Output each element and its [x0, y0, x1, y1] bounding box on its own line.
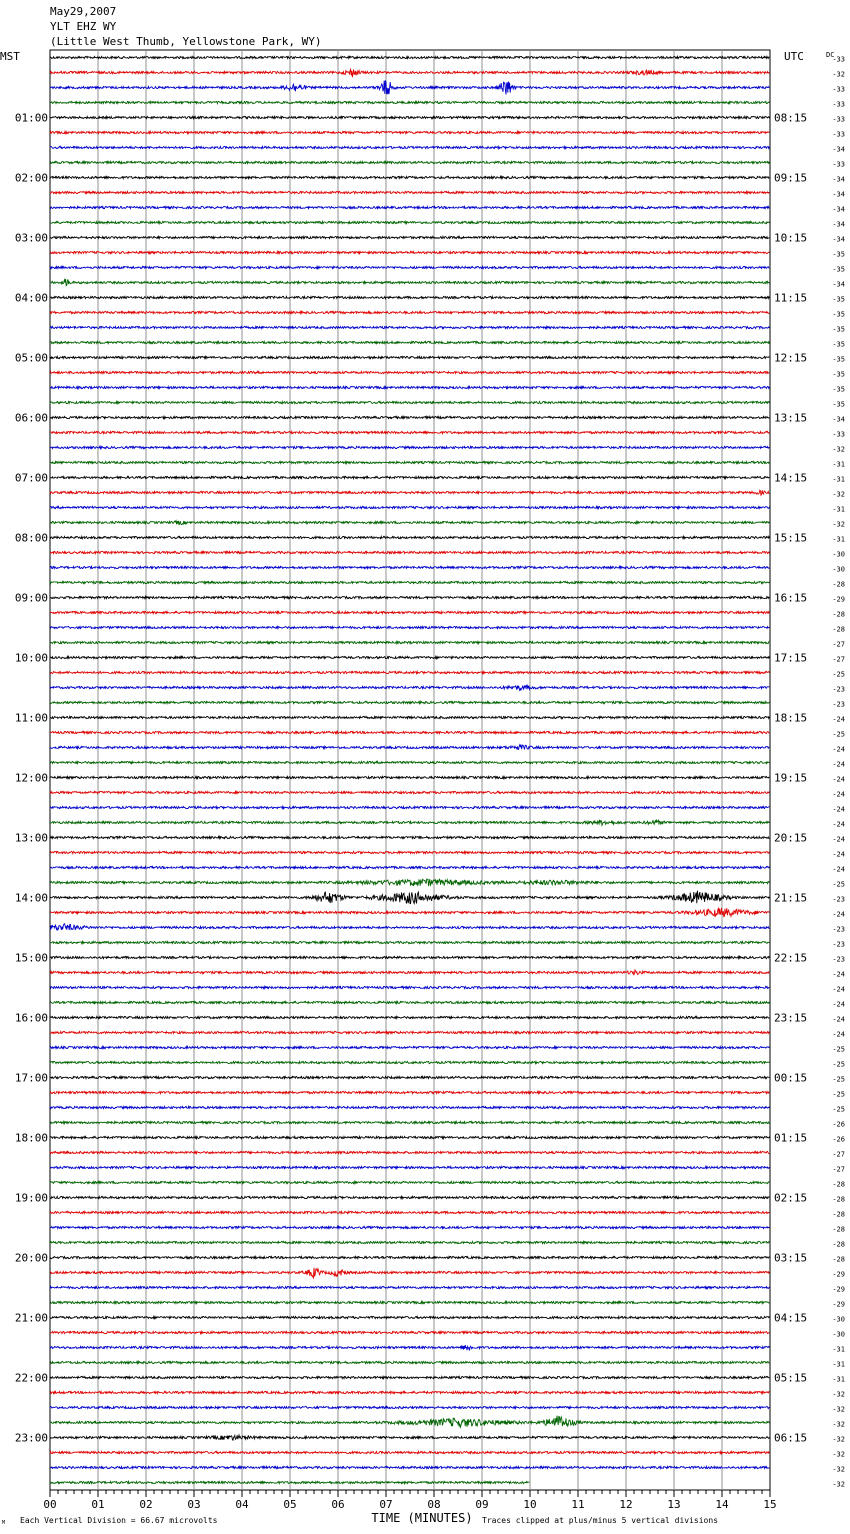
- dc-offset-label: -28: [832, 1240, 845, 1249]
- left-hour-label: 21:00: [14, 1311, 48, 1325]
- seismic-trace: [50, 401, 769, 403]
- seismic-trace: [50, 251, 769, 253]
- dc-offset-label: -32: [832, 1390, 845, 1399]
- dc-offset-label: -25: [832, 880, 845, 889]
- left-hour-label: 13:00: [14, 831, 48, 845]
- seismic-trace: [50, 56, 769, 58]
- seismic-trace: [50, 266, 769, 268]
- x-tick-label: 14: [715, 1498, 729, 1511]
- seismic-trace: [50, 776, 769, 778]
- seismic-trace: [50, 386, 769, 388]
- seismic-trace: [50, 761, 769, 763]
- seismic-trace: [50, 1151, 769, 1153]
- right-hour-label: 14:15: [774, 471, 808, 485]
- dc-offset-label: -34: [832, 220, 845, 229]
- dc-offset-label: -35: [832, 370, 845, 379]
- dc-offset-label: -24: [832, 790, 845, 799]
- dc-offset-label: -30: [832, 1330, 845, 1339]
- x-tick-label: 01: [91, 1498, 105, 1511]
- right-hour-label: 12:15: [774, 351, 808, 365]
- seismic-trace: [50, 956, 769, 958]
- dc-offset-label: -32: [832, 490, 845, 499]
- right-hour-label: 22:15: [774, 951, 808, 965]
- dc-offset-label: -27: [832, 655, 845, 664]
- dc-offset-label: -24: [832, 805, 845, 814]
- dc-offset-label: -33: [832, 100, 845, 109]
- x-tick-label: 00: [43, 1498, 57, 1511]
- dc-offset-label: -24: [832, 910, 845, 919]
- seismic-trace: [50, 521, 769, 525]
- seismic-trace: [50, 356, 769, 358]
- x-tick-label: 15: [763, 1498, 777, 1511]
- dc-offset-label: -24: [832, 760, 845, 769]
- right-hour-label: 03:15: [774, 1251, 808, 1265]
- left-hour-label: 07:00: [14, 471, 48, 485]
- left-hour-label: 12:00: [14, 771, 48, 785]
- dc-offset-label: -28: [832, 1255, 845, 1264]
- dc-offset-label: -28: [832, 1195, 845, 1204]
- seismic-trace: [50, 1466, 769, 1468]
- seismic-trace: [50, 1166, 769, 1168]
- seismic-trace: [50, 1196, 769, 1198]
- right-hour-label: 11:15: [774, 291, 808, 305]
- left-hour-label: 15:00: [14, 951, 48, 965]
- dc-offset-label: -35: [832, 265, 845, 274]
- seismic-trace: [50, 1106, 769, 1108]
- seismic-trace: [50, 626, 769, 628]
- dc-offset-label: -24: [832, 1030, 845, 1039]
- seismic-trace: [50, 806, 769, 808]
- seismic-trace: [50, 1016, 769, 1018]
- seismic-trace: [50, 1391, 769, 1393]
- seismic-trace: [50, 1376, 769, 1378]
- dc-offset-label: -25: [832, 1090, 845, 1099]
- dc-offset-label: -31: [832, 1375, 845, 1384]
- seismic-trace: [50, 716, 769, 718]
- dc-offset-label: -28: [832, 1180, 845, 1189]
- left-hour-label: 01:00: [14, 111, 48, 125]
- dc-offset-label: -25: [832, 1060, 845, 1069]
- seismic-trace: [50, 131, 769, 133]
- dc-offset-label: -24: [832, 745, 845, 754]
- left-hour-label: 17:00: [14, 1071, 48, 1085]
- dc-offset-label: -34: [832, 190, 845, 199]
- x-tick-label: 11: [571, 1498, 585, 1511]
- seismic-trace: [50, 891, 769, 904]
- seismic-trace: [50, 970, 769, 975]
- dc-offset-label: -30: [832, 1315, 845, 1324]
- seismic-trace: [50, 1136, 769, 1138]
- right-hour-label: 04:15: [774, 1311, 808, 1325]
- dc-offset-label: -32: [832, 70, 845, 79]
- seismic-trace: [50, 836, 769, 838]
- x-axis-label: TIME (MINUTES): [371, 1511, 473, 1525]
- left-hour-label: 05:00: [14, 351, 48, 365]
- dc-offset-label: -26: [832, 1120, 845, 1129]
- seismic-trace: [50, 671, 769, 673]
- dc-offset-label: -30: [832, 550, 845, 559]
- clip-note: Traces clipped at plus/minus 5 vertical divisions: [482, 1516, 719, 1525]
- dc-offset-label: -32: [832, 1465, 845, 1474]
- seismic-trace: [50, 476, 769, 478]
- dc-offset-label: -32: [832, 1435, 845, 1444]
- dc-offset-label: -29: [832, 595, 845, 604]
- seismic-trace: [50, 161, 769, 163]
- x-tick-label: 02: [139, 1498, 153, 1511]
- dc-offset-label: -29: [832, 1270, 845, 1279]
- seismic-trace: [50, 908, 769, 917]
- seismic-trace: [50, 296, 769, 298]
- seismic-trace: [50, 566, 769, 568]
- seismic-trace: [50, 1046, 769, 1048]
- dc-offset-label: -26: [832, 1135, 845, 1144]
- dc-offset-label: -31: [832, 475, 845, 484]
- seismic-trace: [50, 1316, 769, 1318]
- seismic-trace: [50, 101, 769, 103]
- dc-offset-label: -33: [832, 160, 845, 169]
- seismic-trace: [50, 701, 769, 703]
- dc-offset-label: -33: [832, 55, 845, 64]
- dc-offset-label: -35: [832, 250, 845, 259]
- seismic-trace: [50, 1181, 769, 1183]
- right-hour-label: 15:15: [774, 531, 808, 545]
- seismic-trace: [50, 1241, 769, 1243]
- right-hour-label: 00:15: [774, 1071, 808, 1085]
- dc-offset-label: -24: [832, 835, 845, 844]
- dc-offset-label: -24: [832, 970, 845, 979]
- left-hour-label: 16:00: [14, 1011, 48, 1025]
- left-hour-label: 08:00: [14, 531, 48, 545]
- dc-offset-label: -30: [832, 565, 845, 574]
- dc-offset-label: -33: [832, 430, 845, 439]
- seismic-trace: [50, 191, 769, 193]
- seismic-trace: [50, 81, 769, 95]
- seismic-trace: [50, 656, 769, 658]
- corner-mark: M: [2, 1520, 6, 1526]
- dc-offset-label: -31: [832, 535, 845, 544]
- seismic-trace: [50, 685, 769, 690]
- left-hour-label: 23:00: [14, 1431, 48, 1445]
- dc-offset-label: -25: [832, 1075, 845, 1084]
- header-location: (Little West Thumb, Yellowstone Park, WY): [50, 35, 322, 48]
- right-hour-label: 05:15: [774, 1371, 808, 1385]
- seismic-trace: [50, 1345, 769, 1351]
- seismic-trace: [50, 1301, 769, 1303]
- dc-offset-label: -35: [832, 295, 845, 304]
- seismic-trace: [50, 490, 769, 495]
- seismic-trace: [50, 1226, 769, 1228]
- seismic-trace: [50, 1091, 769, 1093]
- dc-offset-label: -25: [832, 730, 845, 739]
- dc-offset-label: -32: [832, 1405, 845, 1414]
- seismic-trace: [50, 146, 769, 148]
- left-hour-label: 10:00: [14, 651, 48, 665]
- dc-offset-label: -33: [832, 130, 845, 139]
- dc-offset-label: -34: [832, 145, 845, 154]
- seismic-trace: [50, 236, 769, 238]
- right-hour-label: 23:15: [774, 1011, 808, 1025]
- seismic-trace: [50, 446, 769, 448]
- right-hour-label: 01:15: [774, 1131, 808, 1145]
- seismic-trace: [50, 116, 769, 118]
- dc-offset-label: -33: [832, 85, 845, 94]
- header-station: YLT EHZ WY: [50, 20, 117, 33]
- dc-offset-label: -35: [832, 310, 845, 319]
- dc-offset-label: -27: [832, 1165, 845, 1174]
- dc-offset-label: -31: [832, 1360, 845, 1369]
- left-hour-label: 22:00: [14, 1371, 48, 1385]
- right-hour-label: 21:15: [774, 891, 808, 905]
- dc-offset-label: -34: [832, 205, 845, 214]
- dc-offset-label: -23: [832, 940, 845, 949]
- seismic-trace: [50, 1406, 769, 1408]
- dc-offset-label: -24: [832, 850, 845, 859]
- seismic-trace: [50, 221, 769, 223]
- right-hour-label: 17:15: [774, 651, 808, 665]
- dc-offset-label: -34: [832, 235, 845, 244]
- dc-offset-label: -32: [832, 1420, 845, 1429]
- seismic-trace: [50, 311, 769, 313]
- seismic-trace: [50, 1361, 769, 1363]
- seismic-trace: [50, 1001, 769, 1003]
- x-tick-label: 07: [379, 1498, 393, 1511]
- seismic-trace: [50, 1451, 769, 1453]
- right-axis-title: UTC: [784, 50, 804, 63]
- x-tick-label: 05: [283, 1498, 297, 1511]
- seismic-trace: [50, 1061, 769, 1063]
- right-hour-label: 13:15: [774, 411, 808, 425]
- right-hour-label: 10:15: [774, 231, 808, 245]
- dc-offset-label: -29: [832, 1285, 845, 1294]
- left-hour-label: 06:00: [14, 411, 48, 425]
- dc-title: DC: [826, 51, 835, 59]
- dc-offset-label: -24: [832, 775, 845, 784]
- seismic-trace: [50, 641, 769, 643]
- x-tick-label: 04: [235, 1498, 249, 1511]
- seismic-trace: [50, 820, 769, 825]
- dc-offset-label: -24: [832, 1000, 845, 1009]
- dc-offset-label: -23: [832, 925, 845, 934]
- dc-offset-label: -27: [832, 640, 845, 649]
- right-hour-label: 18:15: [774, 711, 808, 725]
- left-hour-label: 14:00: [14, 891, 48, 905]
- seismic-trace: [50, 371, 769, 373]
- dc-offset-label: -32: [832, 445, 845, 454]
- seismic-trace: [50, 924, 769, 930]
- dc-offset-label: -33: [832, 115, 845, 124]
- dc-offset-label: -23: [832, 955, 845, 964]
- right-hour-label: 08:15: [774, 111, 808, 125]
- dc-offset-label: -32: [832, 1450, 845, 1459]
- seismic-trace: [50, 1435, 769, 1440]
- seismic-trace: [50, 596, 769, 598]
- dc-offset-label: -23: [832, 895, 845, 904]
- right-hour-label: 19:15: [774, 771, 808, 785]
- left-hour-label: 04:00: [14, 291, 48, 305]
- seismic-trace: [50, 1286, 769, 1288]
- dc-offset-label: -28: [832, 580, 845, 589]
- seismic-trace: [50, 176, 769, 178]
- seismic-trace: [50, 791, 769, 793]
- seismic-trace: [50, 1256, 769, 1258]
- dc-offset-label: -28: [832, 625, 845, 634]
- seismic-trace: [50, 581, 769, 583]
- header-date: May29,2007: [50, 5, 117, 18]
- seismic-trace: [50, 745, 769, 750]
- dc-offset-label: -27: [832, 1150, 845, 1159]
- seismic-trace: [50, 879, 769, 886]
- seismic-trace: [50, 851, 769, 853]
- x-tick-label: 13: [667, 1498, 681, 1511]
- x-tick-label: 10: [523, 1498, 537, 1511]
- left-axis-title: MST: [0, 50, 20, 63]
- left-hour-label: 09:00: [14, 591, 48, 605]
- seismic-trace: [50, 1031, 769, 1033]
- seismic-trace: [50, 1211, 769, 1213]
- left-hour-label: 03:00: [14, 231, 48, 245]
- dc-offset-label: -23: [832, 685, 845, 694]
- x-tick-label: 08: [427, 1498, 441, 1511]
- seismic-trace: [50, 206, 769, 208]
- dc-offset-label: -31: [832, 460, 845, 469]
- right-hour-label: 06:15: [774, 1431, 808, 1445]
- seismic-trace: [50, 941, 769, 943]
- dc-offset-label: -32: [832, 1480, 845, 1489]
- dc-offset-label: -28: [832, 1225, 845, 1234]
- left-hour-label: 19:00: [14, 1191, 48, 1205]
- x-tick-label: 12: [619, 1498, 633, 1511]
- dc-offset-label: -34: [832, 175, 845, 184]
- left-hour-label: 02:00: [14, 171, 48, 185]
- seismic-trace: [50, 1268, 769, 1278]
- seismic-trace: [50, 416, 769, 418]
- dc-offset-label: -32: [832, 520, 845, 529]
- seismic-trace: [50, 611, 769, 613]
- dc-offset-label: -35: [832, 325, 845, 334]
- seismic-trace: [50, 536, 769, 538]
- seismic-trace: [50, 461, 769, 463]
- seismic-trace: [50, 69, 769, 77]
- dc-offset-label: -35: [832, 400, 845, 409]
- left-hour-label: 11:00: [14, 711, 48, 725]
- dc-offset-label: -29: [832, 1300, 845, 1309]
- seismic-trace: [50, 866, 769, 868]
- right-hour-label: 20:15: [774, 831, 808, 845]
- right-hour-label: 02:15: [774, 1191, 808, 1205]
- dc-offset-label: -24: [832, 1015, 845, 1024]
- seismic-trace: [50, 431, 769, 433]
- dc-offset-label: -25: [832, 1045, 845, 1054]
- dc-offset-label: -28: [832, 610, 845, 619]
- x-tick-label: 03: [187, 1498, 201, 1511]
- dc-offset-label: -35: [832, 340, 845, 349]
- right-hour-label: 09:15: [774, 171, 808, 185]
- dc-offset-label: -25: [832, 1105, 845, 1114]
- left-hour-label: 18:00: [14, 1131, 48, 1145]
- dc-offset-label: -35: [832, 385, 845, 394]
- seismic-trace: [50, 1331, 769, 1333]
- dc-offset-label: -24: [832, 820, 845, 829]
- seismic-trace: [50, 1416, 769, 1428]
- seismic-trace: [50, 551, 769, 553]
- dc-offset-label: -35: [832, 355, 845, 364]
- x-tick-label: 09: [475, 1498, 489, 1511]
- seismic-trace: [50, 326, 769, 328]
- left-hour-label: 20:00: [14, 1251, 48, 1265]
- x-tick-label: 06: [331, 1498, 345, 1511]
- dc-offset-label: -28: [832, 1210, 845, 1219]
- dc-offset-label: -24: [832, 865, 845, 874]
- dc-offset-label: -31: [832, 1345, 845, 1354]
- right-hour-label: 16:15: [774, 591, 808, 605]
- seismic-trace: [50, 986, 769, 988]
- scale-note: Each Vertical Division = 66.67 microvolts: [20, 1516, 218, 1525]
- dc-offset-label: -23: [832, 700, 845, 709]
- dc-offset-label: -31: [832, 505, 845, 514]
- seismic-trace: [50, 1076, 769, 1078]
- dc-offset-label: -25: [832, 670, 845, 679]
- dc-offset-label: -24: [832, 985, 845, 994]
- seismic-trace: [50, 279, 769, 286]
- dc-offset-label: -34: [832, 280, 845, 289]
- seismic-trace: [50, 341, 769, 343]
- dc-offset-label: -34: [832, 415, 845, 424]
- seismic-trace: [50, 1121, 769, 1123]
- seismic-trace: [50, 506, 769, 508]
- dc-offset-label: -24: [832, 715, 845, 724]
- seismic-trace: [50, 731, 769, 733]
